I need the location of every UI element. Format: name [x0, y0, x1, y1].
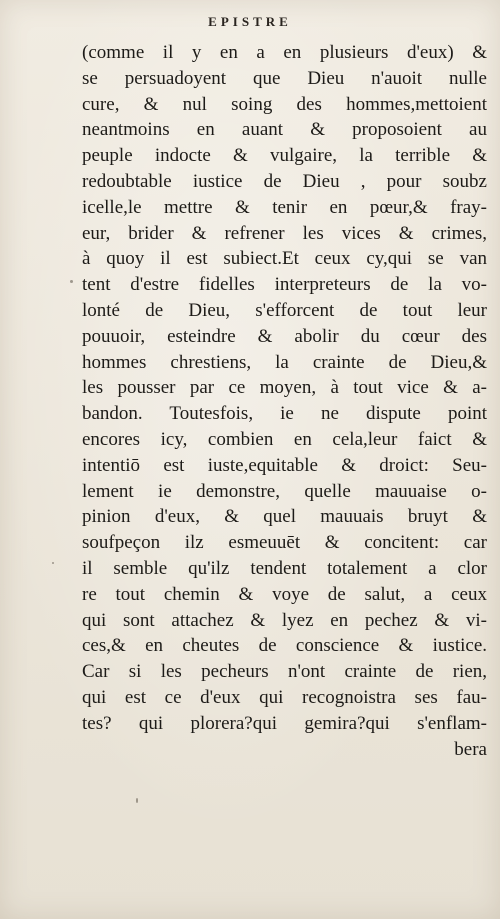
text-line: cure, & nul soing des hommes,mettoient: [82, 93, 487, 115]
text-line: ces,& en cheutes de conscience & iustice.: [82, 635, 487, 657]
text-line: soufpeçon ilz esmeuuēt & concitent: car: [82, 532, 487, 554]
text-line: pouuoir, esteindre & abolir du cœur des: [82, 325, 487, 347]
ink-speck: [52, 562, 54, 564]
text-line: hommes chrestiens, la crainte de Dieu,&: [82, 351, 487, 373]
text-line: peuple indocte & vulgaire, la terrible &: [82, 145, 487, 167]
catchword: bera: [454, 738, 487, 760]
text-line: bandon. Toutesfois, ie ne dispute point: [82, 403, 487, 425]
running-head: EPISTRE: [208, 14, 292, 29]
text-line: intentiō est iuste,equitable & droict: Seu-: [82, 454, 487, 476]
text-line: lement ie demonstre, quelle mauuaise o-: [82, 480, 487, 502]
text-line: Car si les pecheurs n'ont crainte de rien,: [82, 661, 487, 683]
ink-speck: [70, 280, 73, 283]
text-line: neantmoins en auant & proposoient au: [82, 119, 487, 141]
text-line: lonté de Dieu, s'efforcent de tout leur: [82, 299, 487, 321]
text-line: tent d'estre fidelles interpreteurs de la vo-: [82, 274, 487, 296]
text-line: tes? qui plorera?qui gemira?qui s'enflam-: [82, 712, 487, 734]
text-line: redoubtable iustice de Dieu , pour soubz: [82, 170, 487, 192]
text-line: re tout chemin & voye de salut, a ceux: [82, 583, 487, 605]
text-line: pinion d'eux, & quel mauuais bruyt &: [82, 506, 487, 528]
text-line: à quoy il est subiect.Et ceux cy,qui se van: [82, 248, 487, 270]
body-text: [82, 40, 487, 762]
ink-speck: [136, 798, 138, 803]
text-line: (comme il y en a en plusieurs d'eux) &: [82, 42, 487, 63]
text-line: icelle,le mettre & tenir en pœur,& fray-: [82, 196, 487, 218]
text-line: les pousser par ce moyen, à tout vice & a-: [82, 377, 487, 399]
text-line: qui sont attachez & lyez en pechez & vi-: [82, 609, 487, 631]
text-line: eur, brider & refrener les vices & crimes,: [82, 222, 487, 244]
text-line: se persuadoyent que Dieu n'auoit nulle: [82, 67, 487, 89]
text-line: qui est ce d'eux qui recognoistra ses fau-: [82, 686, 487, 708]
text-line: encores icy, combien en cela,leur faict &: [82, 428, 487, 450]
text-line: il semble qu'ilz tendent totalement a clor: [82, 557, 487, 579]
